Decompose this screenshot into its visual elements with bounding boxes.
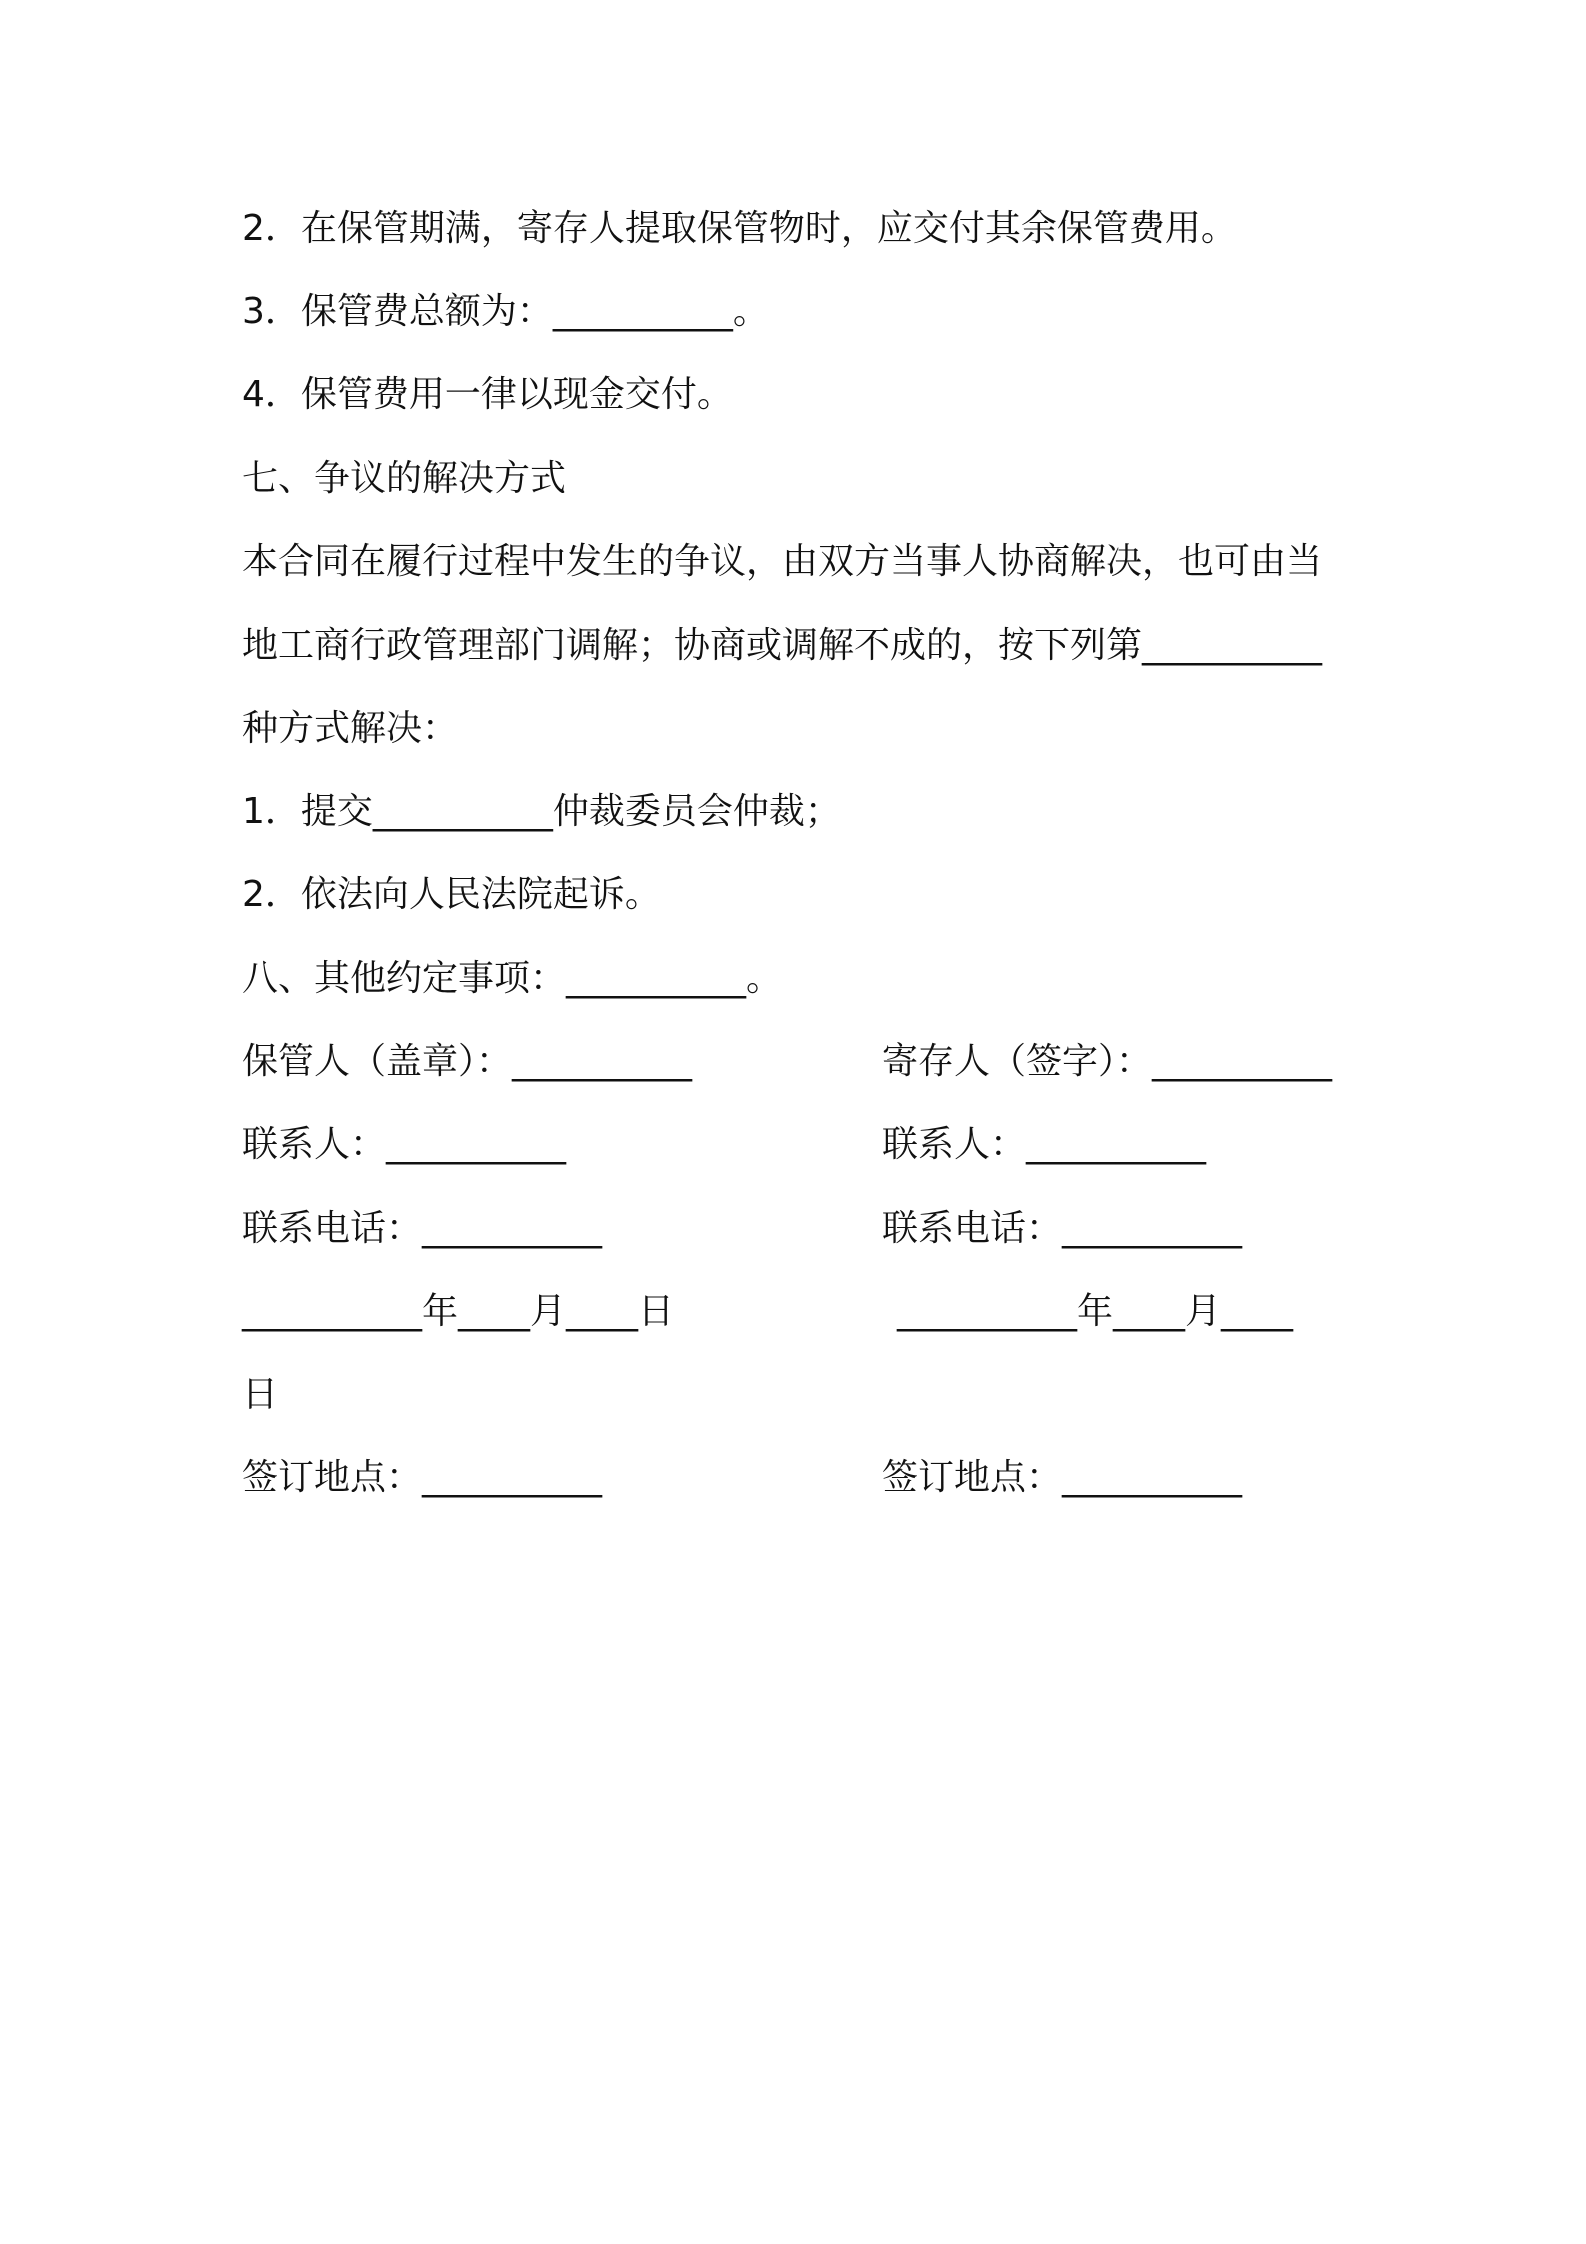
section-7-heading: 七、争议的解决方式 — [242, 458, 567, 499]
depositor-place-field: 签订地点：__________ — [882, 1457, 1243, 1498]
clause-7-2: 2．依法向人民法院起诉。 — [242, 874, 661, 915]
depositor-date-wrap: 日 — [242, 1374, 279, 1415]
custodian-place-field: 签订地点：__________ — [242, 1457, 603, 1498]
dispute-paragraph-line-1: 本合同在履行过程中发生的争议，由双方当事人协商解决，也可由当 — [242, 541, 1323, 582]
custodian-phone-field: 联系电话：__________ — [242, 1208, 603, 1249]
clause-6-4: 4．保管费用一律以现金交付。 — [242, 374, 733, 415]
clause-6-3: 3．保管费总额为：__________。 — [242, 291, 769, 332]
depositor-phone-field: 联系电话：__________ — [882, 1208, 1243, 1249]
dispute-paragraph-line-3: 种方式解决： — [242, 708, 459, 749]
custodian-date-field: __________年____月____日 — [242, 1291, 674, 1332]
clause-6-2: 2．在保管期满，寄存人提取保管物时，应交付其余保管费用。 — [242, 208, 1237, 249]
custodian-seal-field: 保管人（盖章）：__________ — [242, 1041, 693, 1082]
depositor-contact-field: 联系人：__________ — [882, 1124, 1207, 1165]
dispute-paragraph-line-2: 地工商行政管理部门调解；协商或调解不成的，按下列第__________ — [242, 625, 1323, 666]
clause-7-1: 1．提交__________仲裁委员会仲裁； — [242, 791, 841, 832]
section-8-heading: 八、其他约定事项：__________。 — [242, 958, 783, 999]
depositor-date-field: __________年____月____ — [897, 1291, 1293, 1332]
custodian-contact-field: 联系人：__________ — [242, 1124, 567, 1165]
depositor-signature-field: 寄存人（签字）：__________ — [882, 1041, 1333, 1082]
